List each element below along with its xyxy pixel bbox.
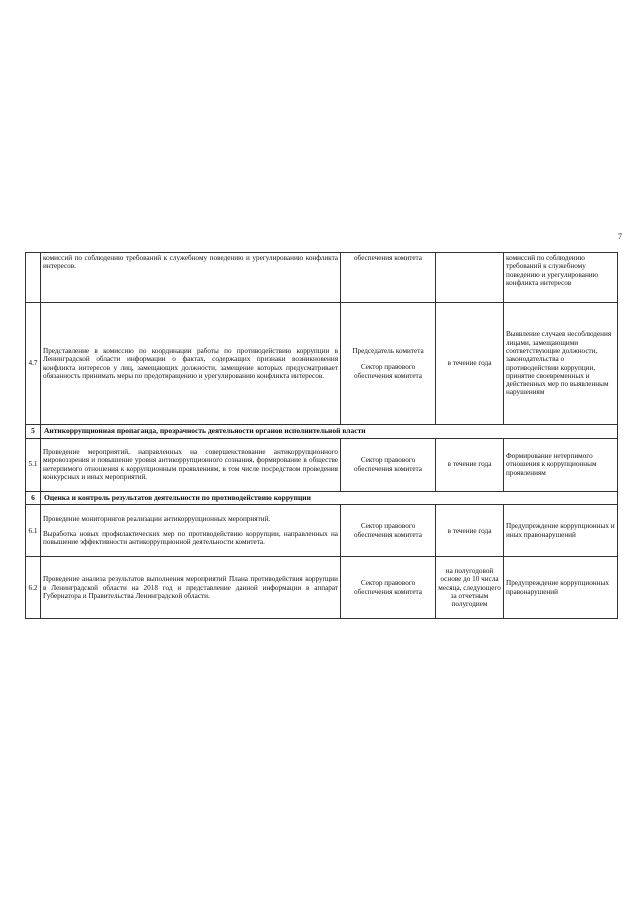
table-row (26, 438, 618, 491)
responsible-text: Сектор правового обеспечения комитета (341, 557, 436, 619)
term-text: на полугодовой основе до 10 числа месяца, следующего за отчетным полугодием (436, 557, 504, 619)
item-number: 6.2 (26, 557, 41, 619)
term-text (436, 253, 504, 303)
section-title: Оценка и контроль результатов деятельности по противодействию коррупции (41, 491, 618, 505)
item-number (26, 253, 41, 303)
section-header-row (26, 425, 618, 439)
responsible-text: Сектор правового обеспечения комитета (341, 505, 436, 557)
event-text: Проведение мероприятий, направленных на совершенствование антикоррупционного мировоззрения и повышение уровня антикоррупционного сознания, формирование в обществе нетерпимого отношения к коррупционным проявлениям, в том числе посредством проведения конкурсных и иных мероприятий. (41, 438, 341, 491)
item-number: 4.7 (26, 303, 41, 425)
section-number: 6 (26, 491, 41, 505)
responsible-text: обеспечения комитета (341, 253, 436, 303)
result-text: Предупреждение коррупционных правонарушений (504, 557, 618, 619)
term-text: в течение года (436, 438, 504, 491)
section-number: 5 (26, 425, 41, 439)
section-header-row (26, 491, 618, 505)
responsible-sector: Сектор правового обеспечения комитета (354, 363, 422, 380)
item-number: 6.1 (26, 505, 41, 557)
result-text: комиссий по соблюдению требований к служебному поведению и урегулированию конфликта интересов (504, 253, 618, 303)
anticorruption-plan-table (25, 252, 618, 619)
event-text: Выработка новых профилактических мер по противодействию коррупции, направленных на повышение эффективности антикоррупционной деятельности комитета. (43, 529, 338, 546)
event-text: Проведение мониторингов реализации антикоррупционных мероприятий. (43, 515, 271, 524)
term-text: в течение года (436, 505, 504, 557)
responsible-cell (341, 303, 436, 425)
event-text: Проведение анализа результатов выполнения мероприятий Плана противодействия коррупции в Ленинградской области на 2018 год и представление данной информации в аппарат Губернатора и Правительства Ленинградской области. (41, 557, 341, 619)
result-text: Выявление случаев несоблюдения лицами, замещающими соответствующие должности, законодательства о противодействии коррупции, принятие своевременных и действенных мер по выявленным нарушениям (504, 303, 618, 425)
table-row (26, 505, 618, 557)
event-text: комиссий по соблюдению требований к служебному поведению и урегулированию конфликта интересов. (41, 253, 341, 303)
page-number: 7 (618, 232, 622, 241)
section-title: Антикоррупционная пропаганда, прозрачность деятельности органов исполнительной власти (41, 425, 618, 439)
result-text: Формирование нетерпимого отношения к коррупционным проявлениям (504, 438, 618, 491)
table-row (26, 253, 618, 303)
term-text: в течение года (436, 303, 504, 425)
table-row (26, 557, 618, 619)
table-row (26, 303, 618, 425)
responsible-text: Сектор правового обеспечения комитета (341, 438, 436, 491)
responsible-chair: Председатель комитета (352, 347, 424, 356)
event-cell (41, 505, 341, 557)
result-text: Предупреждение коррупционных и иных правонарушений (504, 505, 618, 557)
spacer (343, 355, 433, 363)
item-number: 5.1 (26, 438, 41, 491)
event-text: Представление в комиссию по координации работы по противодействию коррупции в Ленинградской области информации о фактах, содержащих признаки возникновения конфликта интересов у лиц, замещающих должности, замещение которых предусматривает обязанность принимать меры по предотвращению и урегулированию конфликта интересов. (41, 303, 341, 425)
